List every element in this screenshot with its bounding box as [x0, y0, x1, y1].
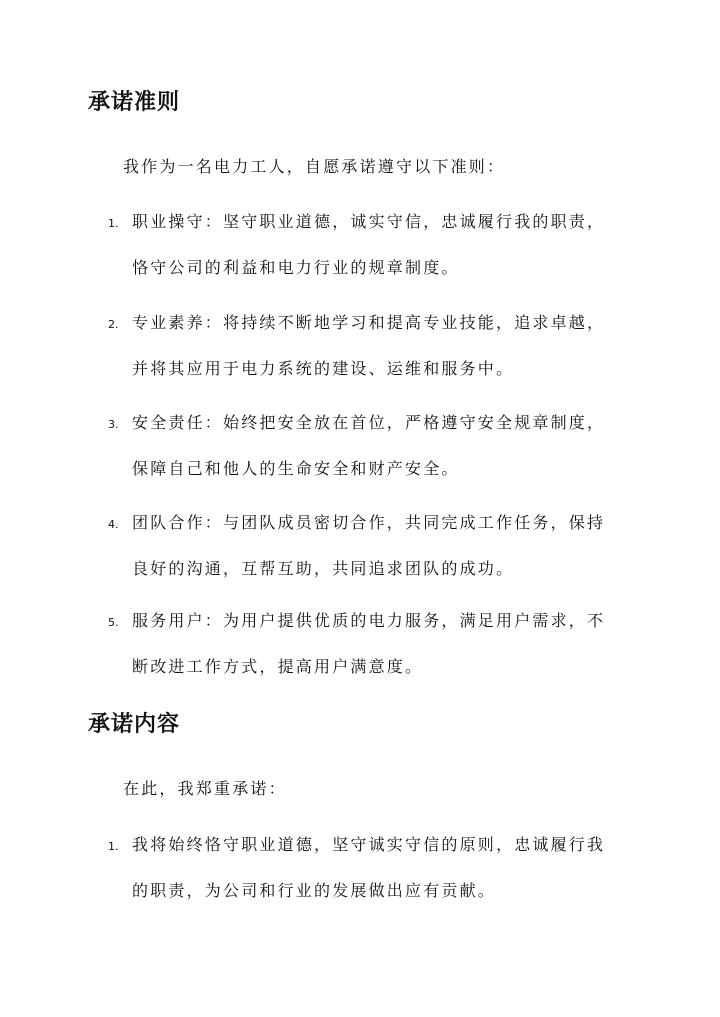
list-item-text: 并将其应用于电力系统的建设、运维和服务中。 [132, 359, 515, 378]
list-item-number: 1. [108, 840, 119, 853]
list-item-text: 团队合作：与团队成员密切合作，共同完成工作任务，保持 [132, 513, 606, 532]
list-item-text: 职业操守：坚守职业道德，诚实守信，忠诚履行我的职责， [132, 212, 606, 231]
list-item-text: 安全责任：始终把安全放在首位，严格遵守安全规章制度， [132, 413, 606, 432]
list-item-text: 服务用户：为用户提供优质的电力服务，满足用户需求，不 [132, 611, 606, 630]
list-item-number: 5. [108, 616, 119, 629]
list-item-text: 良好的沟通，互帮互助，共同追求团队的成功。 [132, 559, 515, 578]
section-heading-content: 承诺内容 [88, 711, 181, 737]
list-item-text: 断改进工作方式，提高用户满意度。 [132, 657, 424, 676]
list-item-text: 恪守公司的利益和电力行业的规章制度。 [132, 258, 460, 277]
list-item-number: 2. [108, 318, 119, 331]
list-item-text: 专业素养：将持续不断地学习和提高专业技能，追求卓越， [132, 313, 606, 332]
list-item-number: 1. [108, 217, 119, 230]
list-item-text: 保障自己和他人的生命安全和财产安全。 [132, 459, 460, 478]
list-item-text: 我将始终恪守职业道德，坚守诚实守信的原则，忠诚履行我 [132, 835, 606, 854]
list-item-text: 的职责，为公司和行业的发展做出应有贡献。 [132, 881, 497, 900]
section-heading-principles: 承诺准则 [88, 89, 181, 115]
section-intro: 在此，我郑重承诺： [123, 779, 287, 798]
list-item-number: 3. [108, 418, 119, 431]
section-intro: 我作为一名电力工人，自愿承诺遵守以下准则： [123, 157, 506, 176]
list-item-number: 4. [108, 518, 119, 531]
